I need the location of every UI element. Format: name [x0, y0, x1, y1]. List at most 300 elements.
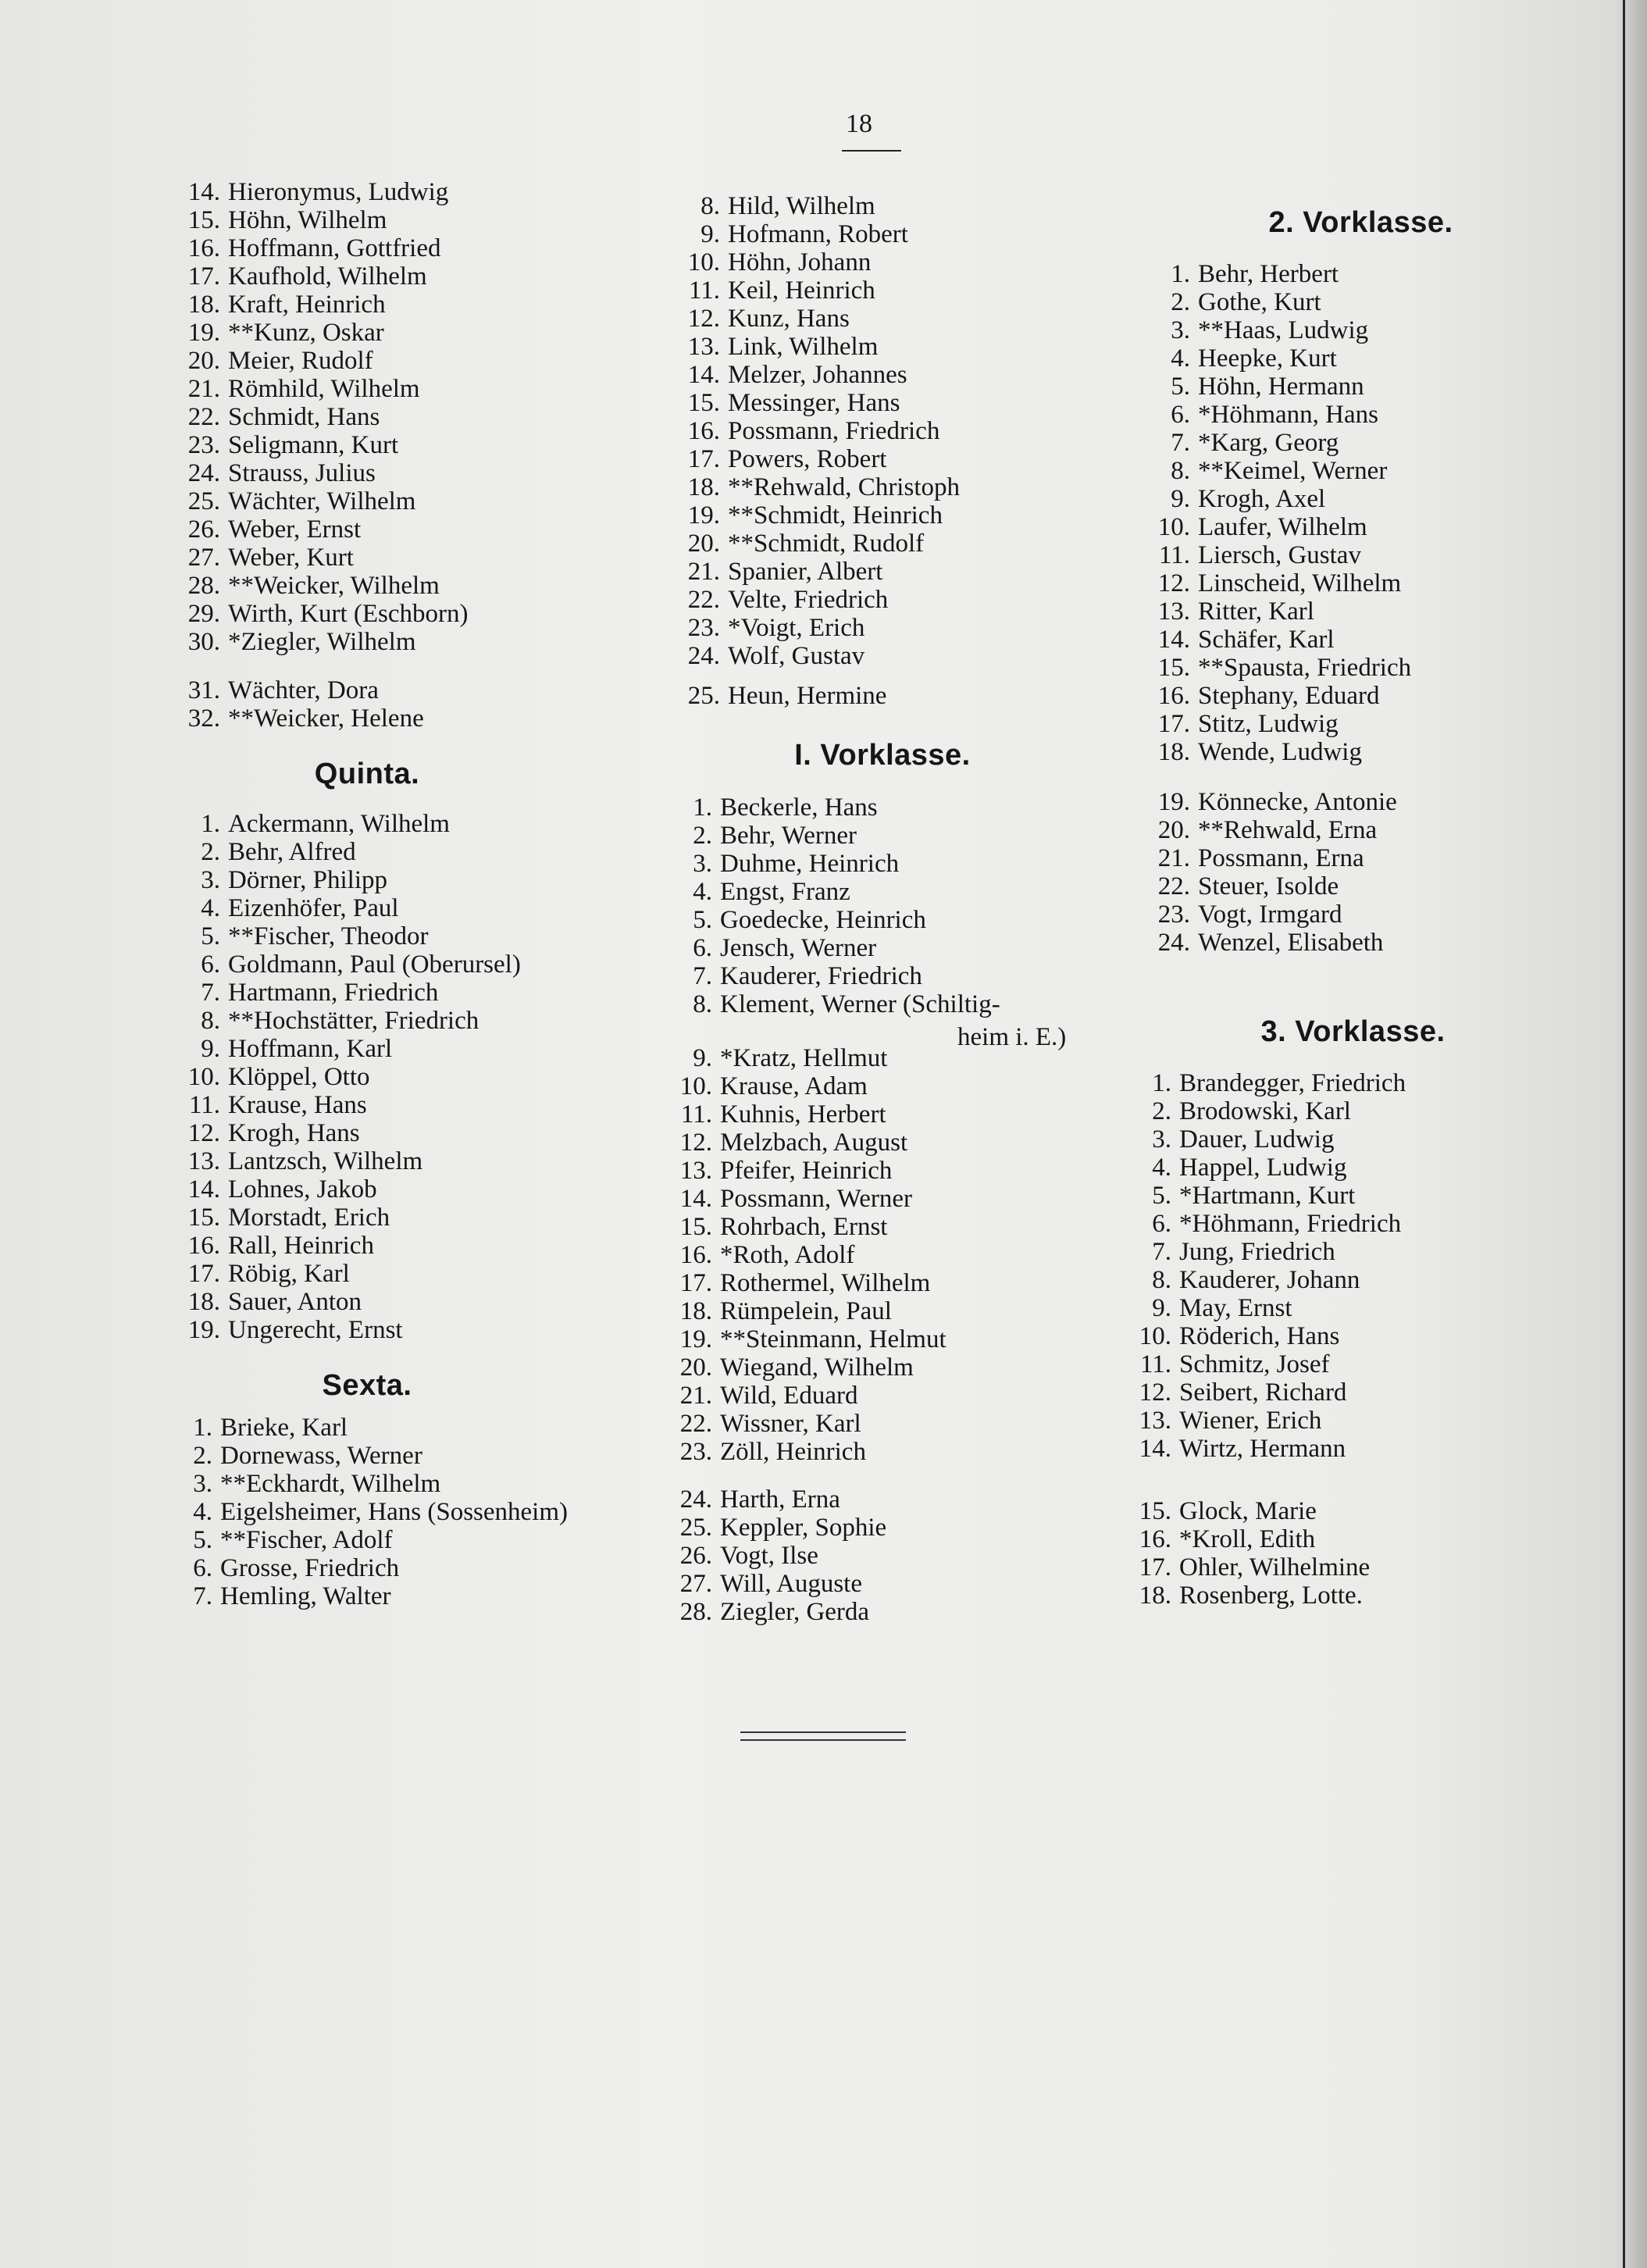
entry-name: Klement, Werner (Schiltig-: [720, 990, 1000, 1018]
list-entry: [1128, 1182, 1355, 1210]
list-entry: [679, 642, 864, 670]
entry-name: **Keimel, Werner: [1198, 457, 1388, 485]
list-entry: [1128, 1294, 1292, 1322]
list-entry: [180, 291, 386, 319]
page-number-rule: [842, 150, 901, 152]
entry-number: 20.: [687, 530, 720, 558]
entry-number: 8.: [201, 1007, 220, 1035]
entry-name: Röbig, Karl: [228, 1260, 350, 1288]
list-entry: [673, 1157, 892, 1185]
entry-name: Dauer, Ludwig: [1179, 1125, 1335, 1154]
heading-quinta: Quinta.: [314, 758, 420, 790]
list-entry: [673, 1485, 840, 1514]
list-entry: [1146, 373, 1364, 401]
entry-number: 14.: [1157, 626, 1190, 654]
entry-name: Kunz, Hans: [728, 305, 850, 333]
list-entry: [180, 922, 429, 950]
entry-name: Melzer, Johannes: [728, 361, 907, 389]
entry-number: 19.: [187, 319, 220, 347]
entry-name: Wissner, Karl: [720, 1410, 861, 1438]
list-entry: [1128, 1154, 1346, 1182]
entry-name: Kaufhold, Wilhelm: [228, 262, 427, 291]
entry-name: Glock, Marie: [1179, 1497, 1317, 1525]
list-entry: [673, 1325, 946, 1353]
entry-number: 3.: [693, 850, 712, 878]
vorklasse-1-continuation: heim i. E.): [957, 1023, 1067, 1051]
list-entry: [180, 1091, 367, 1119]
list-entry: [679, 990, 1000, 1018]
list-entry: [180, 1175, 377, 1204]
list-entry: [673, 1353, 914, 1382]
entry-number: 10.: [1157, 513, 1190, 541]
entry-number: 15.: [679, 1213, 712, 1241]
entry-number: 2.: [1171, 288, 1190, 316]
entry-number: 18.: [687, 473, 720, 501]
list-entry: [673, 1410, 861, 1438]
entry-name: Link, Wilhelm: [728, 333, 879, 361]
entry-name: Will, Auguste: [720, 1570, 862, 1598]
entry-number: 15.: [1157, 654, 1190, 682]
list-entry: [673, 1598, 869, 1626]
entry-name: Sauer, Anton: [228, 1288, 362, 1316]
entry-number: 13.: [679, 1157, 712, 1185]
entry-number: 26.: [187, 515, 220, 544]
entry-name: Höhn, Johann: [728, 248, 872, 276]
list-entry: [673, 1044, 887, 1072]
entry-number: 26.: [679, 1542, 712, 1570]
list-entry: [180, 515, 361, 544]
entry-number: 17.: [1157, 710, 1190, 738]
list-entry: [673, 1438, 866, 1466]
entry-number: 1.: [693, 793, 712, 822]
entry-number: 21.: [687, 558, 720, 586]
entry-number: 1.: [1171, 260, 1190, 288]
list-entry: [673, 1382, 857, 1410]
entry-number: 6.: [1171, 401, 1190, 429]
entry-name: **Steinmann, Helmut: [720, 1325, 946, 1353]
entry-name: Brandegger, Friedrich: [1179, 1069, 1406, 1097]
list-entry: [172, 1526, 393, 1554]
entry-number: 22.: [687, 586, 720, 614]
list-entry: [679, 530, 924, 558]
entry-name: May, Ernst: [1179, 1294, 1292, 1322]
list-entry: [679, 501, 943, 530]
list-entry: [679, 878, 850, 906]
list-entry: [1146, 682, 1379, 710]
entry-name: *Kratz, Hellmut: [720, 1044, 888, 1072]
entry-name: Velte, Friedrich: [728, 586, 889, 614]
entry-number: 20.: [187, 347, 220, 375]
entry-name: Schmidt, Hans: [228, 403, 380, 431]
list-entry: [673, 1213, 887, 1241]
entry-name: Hoffmann, Karl: [228, 1035, 393, 1063]
entry-name: Behr, Alfred: [228, 838, 356, 866]
entry-number: 22.: [187, 403, 220, 431]
entry-name: Krogh, Axel: [1198, 485, 1326, 513]
entry-number: 19.: [679, 1325, 712, 1353]
list-entry: [673, 1542, 818, 1570]
entry-number: 7.: [201, 979, 220, 1007]
entry-name: Hartmann, Friedrich: [228, 979, 439, 1007]
list-entry: [1146, 626, 1335, 654]
entry-name: Wenzel, Elisabeth: [1198, 929, 1384, 957]
entry-number: 2.: [201, 838, 220, 866]
list-entry: [673, 1072, 868, 1100]
list-entry: [1146, 597, 1314, 626]
list-entry: [180, 178, 448, 206]
entry-number: 23.: [187, 431, 220, 459]
entry-number: 16.: [187, 1232, 220, 1260]
list-entry: [180, 894, 399, 922]
entry-name: Strauss, Julius: [228, 459, 376, 487]
entry-name: Könnecke, Antonie: [1198, 788, 1397, 816]
list-entry: [180, 1232, 374, 1260]
entry-name: Wende, Ludwig: [1198, 738, 1362, 766]
list-entry: [180, 403, 380, 431]
list-entry: [180, 572, 440, 600]
list-entry: [180, 234, 441, 262]
entry-name: **Schmidt, Rudolf: [728, 530, 925, 558]
list-entry: [180, 676, 379, 704]
entry-number: 21.: [1157, 844, 1190, 872]
entry-name: **Eckhardt, Wilhelm: [220, 1470, 441, 1498]
list-entry: [1146, 485, 1325, 513]
list-entry: [180, 979, 438, 1007]
entry-number: 17.: [187, 262, 220, 291]
entry-number: 15.: [187, 1204, 220, 1232]
list-entry: [180, 544, 354, 572]
heading-vorklasse-3: 3. Vorklasse.: [1260, 1015, 1446, 1048]
entry-name: *Voigt, Erich: [728, 614, 865, 642]
entry-name: Seligmann, Kurt: [228, 431, 399, 459]
heading-vorklasse-1: I. Vorklasse.: [794, 739, 971, 772]
entry-number: 5.: [693, 906, 712, 934]
entry-number: 19.: [1157, 788, 1190, 816]
entry-number: 18.: [1157, 738, 1190, 766]
entry-number: 22.: [1157, 872, 1190, 900]
entry-number: 13.: [687, 333, 720, 361]
entry-name: Eizenhöfer, Paul: [228, 894, 399, 922]
entry-number: 1.: [1152, 1069, 1171, 1097]
entry-name: Seibert, Richard: [1179, 1378, 1347, 1407]
entry-number: 21.: [187, 375, 220, 403]
list-entry: [1146, 816, 1377, 844]
entry-number: 8.: [1152, 1266, 1171, 1294]
entry-number: 25.: [679, 1514, 712, 1542]
list-entry: [1128, 1266, 1360, 1294]
entry-number: 24.: [687, 642, 720, 670]
entry-number: 14.: [187, 1175, 220, 1204]
entry-name: **Fischer, Theodor: [228, 922, 429, 950]
entry-name: Grosse, Friedrich: [220, 1554, 400, 1582]
entry-number: 21.: [679, 1382, 712, 1410]
entry-name: *Ziegler, Wilhelm: [228, 628, 416, 656]
entry-name: Gothe, Kurt: [1198, 288, 1321, 316]
entry-name: **Rehwald, Erna: [1198, 816, 1378, 844]
list-entry: [180, 1260, 350, 1288]
entry-name: Dornewass, Werner: [220, 1442, 422, 1470]
entry-name: *Kroll, Edith: [1179, 1525, 1316, 1553]
entry-number: 27.: [679, 1570, 712, 1598]
entry-name: Hofmann, Robert: [728, 220, 908, 248]
entry-number: 5.: [1171, 373, 1190, 401]
entry-number: 16.: [1139, 1525, 1171, 1553]
entry-name: Wächter, Wilhelm: [228, 487, 416, 515]
list-entry: [180, 319, 384, 347]
list-entry: [679, 793, 878, 822]
list-entry: [180, 459, 376, 487]
entry-number: 17.: [187, 1260, 220, 1288]
entry-number: 23.: [1157, 900, 1190, 929]
entry-name: Ungerecht, Ernst: [228, 1316, 403, 1344]
entry-name: Linscheid, Wilhelm: [1198, 569, 1402, 597]
list-entry: [679, 361, 907, 389]
list-entry: [1128, 1553, 1370, 1582]
entry-number: 2.: [1152, 1097, 1171, 1125]
entry-number: 4.: [201, 894, 220, 922]
list-entry: [673, 1269, 930, 1297]
entry-name: Stephany, Eduard: [1198, 682, 1380, 710]
entry-number: 4.: [1171, 344, 1190, 373]
list-entry: [679, 614, 864, 642]
list-entry: [1146, 316, 1368, 344]
entry-name: Ackermann, Wilhelm: [228, 810, 450, 838]
entry-number: 17.: [1139, 1553, 1171, 1582]
entry-number: 15.: [187, 206, 220, 234]
entry-number: 3.: [1152, 1125, 1171, 1154]
list-entry: [679, 558, 882, 586]
entry-number: 13.: [187, 1147, 220, 1175]
entry-number: 6.: [193, 1554, 212, 1582]
list-entry: [679, 417, 939, 445]
entry-name: **Weicker, Helene: [228, 704, 424, 733]
entry-number: 10.: [187, 1063, 220, 1091]
entry-number: 25.: [187, 487, 220, 515]
list-entry: [679, 305, 850, 333]
list-entry: [180, 206, 387, 234]
list-entry: [1146, 844, 1364, 872]
entry-name: Engst, Franz: [720, 878, 850, 906]
list-entry: [1146, 288, 1321, 316]
entry-number: 1.: [201, 810, 220, 838]
list-entry: [679, 445, 886, 473]
entry-number: 24.: [679, 1485, 712, 1514]
entry-number: 16.: [687, 417, 720, 445]
entry-name: Morstadt, Erich: [228, 1204, 390, 1232]
entry-number: 10.: [1139, 1322, 1171, 1350]
list-entry: [180, 1316, 403, 1344]
entry-number: 11.: [688, 276, 720, 305]
entry-number: 9.: [693, 1044, 712, 1072]
list-entry: [679, 333, 878, 361]
list-entry: [1146, 654, 1411, 682]
entry-name: Weber, Ernst: [228, 515, 362, 544]
entry-name: Behr, Herbert: [1198, 260, 1339, 288]
entry-name: Wächter, Dora: [228, 676, 379, 704]
entry-name: Höhn, Hermann: [1198, 373, 1364, 401]
list-entry: [1146, 929, 1383, 957]
entry-name: **Haas, Ludwig: [1198, 316, 1369, 344]
entry-number: 18.: [679, 1297, 712, 1325]
entry-name: *Karg, Georg: [1198, 429, 1339, 457]
entry-number: 9.: [1171, 485, 1190, 513]
entry-name: Ritter, Karl: [1198, 597, 1314, 626]
entry-name: Melzbach, August: [720, 1129, 908, 1157]
list-entry: [180, 810, 450, 838]
entry-name: *Höhmann, Friedrich: [1179, 1210, 1402, 1238]
entry-number: 24.: [1157, 929, 1190, 957]
entry-number: 16.: [1157, 682, 1190, 710]
list-entry: [180, 262, 427, 291]
list-entry: [1146, 788, 1397, 816]
entry-number: 2.: [693, 822, 712, 850]
list-entry: [679, 906, 926, 934]
entry-number: 16.: [187, 234, 220, 262]
list-entry: [1128, 1407, 1321, 1435]
entry-name: Brodowski, Karl: [1179, 1097, 1351, 1125]
entry-number: 24.: [187, 459, 220, 487]
entry-name: Vogt, Ilse: [720, 1542, 818, 1570]
entry-number: 13.: [1157, 597, 1190, 626]
list-entry: [1128, 1125, 1334, 1154]
list-entry: [180, 375, 420, 403]
entry-name: Klöppel, Otto: [228, 1063, 370, 1091]
entry-number: 13.: [1139, 1407, 1171, 1435]
entry-number: 28.: [187, 572, 220, 600]
list-entry: [180, 1204, 390, 1232]
entry-name: Rümpelein, Paul: [720, 1297, 892, 1325]
entry-number: 20.: [679, 1353, 712, 1382]
list-entry: [180, 1007, 479, 1035]
entry-number: 15.: [1139, 1497, 1171, 1525]
list-entry: [679, 473, 960, 501]
entry-name: Liersch, Gustav: [1198, 541, 1361, 569]
entry-number: 9.: [201, 1035, 220, 1063]
entry-name: **Fischer, Adolf: [220, 1526, 393, 1554]
entry-number: 4.: [693, 878, 712, 906]
entry-name: Wild, Eduard: [720, 1382, 858, 1410]
page-edge-shadow: [1616, 0, 1647, 2268]
list-entry: [679, 822, 857, 850]
entry-name: Wiegand, Wilhelm: [720, 1353, 914, 1382]
entry-name: *Hartmann, Kurt: [1179, 1182, 1356, 1210]
end-rule: [740, 1731, 906, 1733]
entry-number: 18.: [1139, 1582, 1171, 1610]
entry-number: 18.: [187, 291, 220, 319]
list-entry: [1128, 1069, 1406, 1097]
list-entry: [679, 220, 908, 248]
list-entry: [679, 248, 871, 276]
entry-name: Wirth, Kurt (Eschborn): [228, 600, 469, 628]
entry-name: Jensch, Werner: [720, 934, 877, 962]
list-entry: [673, 1129, 907, 1157]
entry-name: Höhn, Wilhelm: [228, 206, 387, 234]
entry-name: Laufer, Wilhelm: [1198, 513, 1367, 541]
list-entry: [1146, 260, 1339, 288]
entry-number: 5.: [201, 922, 220, 950]
entry-name: Zöll, Heinrich: [720, 1438, 866, 1466]
list-entry: [172, 1498, 568, 1526]
entry-number: 12.: [679, 1129, 712, 1157]
list-entry: [1128, 1582, 1363, 1610]
entry-name: Possmann, Friedrich: [728, 417, 940, 445]
entry-number: 11.: [680, 1100, 712, 1129]
entry-name: Röderich, Hans: [1179, 1322, 1340, 1350]
entry-number: 14.: [679, 1185, 712, 1213]
entry-name: Pfeifer, Heinrich: [720, 1157, 893, 1185]
entry-number: 14.: [1139, 1435, 1171, 1463]
entry-name: **Spausta, Friedrich: [1198, 654, 1412, 682]
entry-name: Lohnes, Jakob: [228, 1175, 377, 1204]
list-entry: [1128, 1525, 1315, 1553]
entry-number: 16.: [679, 1241, 712, 1269]
entry-name: Rohrbach, Ernst: [720, 1213, 888, 1241]
entry-number: 17.: [679, 1269, 712, 1297]
list-entry: [180, 628, 416, 656]
entry-number: 19.: [687, 501, 720, 530]
entry-number: 6.: [1152, 1210, 1171, 1238]
list-entry: [180, 1035, 392, 1063]
entry-number: 3.: [193, 1470, 212, 1498]
entry-name: **Schmidt, Heinrich: [728, 501, 943, 530]
entry-name: Happel, Ludwig: [1179, 1154, 1347, 1182]
heading-sexta: Sexta.: [322, 1369, 412, 1402]
list-entry: [673, 1570, 862, 1598]
entry-name: Weber, Kurt: [228, 544, 354, 572]
entry-name: Kauderer, Johann: [1179, 1266, 1360, 1294]
entry-number: 25.: [687, 682, 720, 710]
entry-number: 11.: [1158, 541, 1190, 569]
list-entry: [679, 934, 876, 962]
entry-name: Krause, Hans: [228, 1091, 367, 1119]
list-entry: [1128, 1210, 1401, 1238]
entry-number: 14.: [687, 361, 720, 389]
entry-number: 7.: [1152, 1238, 1171, 1266]
entry-name: Powers, Robert: [728, 445, 887, 473]
entry-name: Messinger, Hans: [728, 389, 900, 417]
list-entry: [1146, 344, 1337, 373]
list-entry: [180, 1119, 360, 1147]
list-entry: [180, 866, 387, 894]
list-entry: [180, 950, 521, 979]
entry-name: Spanier, Albert: [728, 558, 883, 586]
entry-name: Ohler, Wilhelmine: [1179, 1553, 1371, 1582]
entry-number: 9.: [701, 220, 720, 248]
list-entry: [673, 1100, 886, 1129]
entry-number: 3.: [201, 866, 220, 894]
entry-name: Kraft, Heinrich: [228, 291, 386, 319]
entry-number: 22.: [679, 1410, 712, 1438]
entry-number: 18.: [187, 1288, 220, 1316]
entry-number: 7.: [693, 962, 712, 990]
entry-name: *Höhmann, Hans: [1198, 401, 1378, 429]
entry-number: 6.: [693, 934, 712, 962]
list-entry: [180, 1147, 422, 1175]
list-entry: [172, 1414, 348, 1442]
list-entry: [679, 682, 886, 710]
entry-number: 15.: [687, 389, 720, 417]
list-entry: [1128, 1322, 1339, 1350]
entry-name: **Kunz, Oskar: [228, 319, 384, 347]
entry-name: Beckerle, Hans: [720, 793, 878, 822]
list-entry: [1146, 457, 1387, 485]
entry-number: 23.: [687, 614, 720, 642]
entry-name: Steuer, Isolde: [1198, 872, 1339, 900]
entry-name: Schmitz, Josef: [1179, 1350, 1330, 1378]
entry-name: *Roth, Adolf: [720, 1241, 855, 1269]
entry-number: 2.: [193, 1442, 212, 1470]
entry-name: Rothermel, Wilhelm: [720, 1269, 931, 1297]
